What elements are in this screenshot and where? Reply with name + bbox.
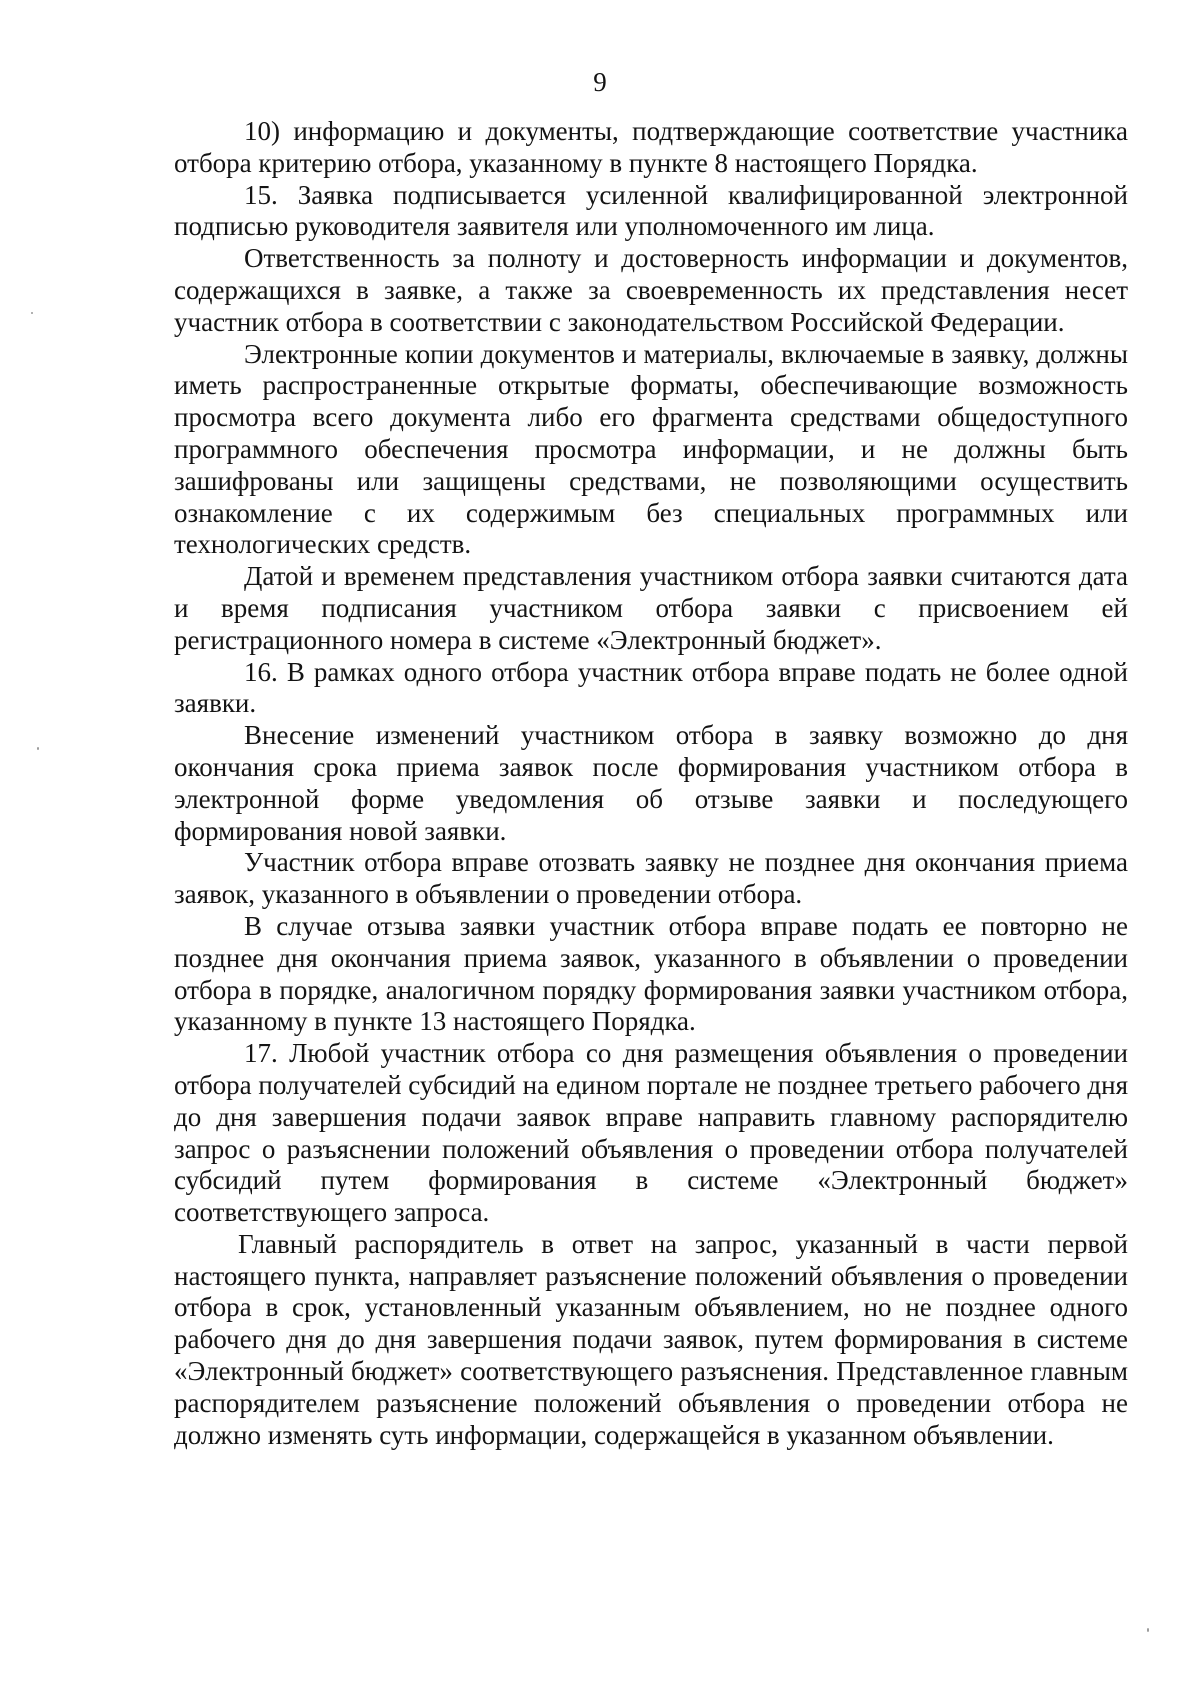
paragraph-section-16: 16. В рамках одного отбора участник отбора вправе подать не более одной заявки. — [174, 656, 1128, 719]
paragraph-resubmission: В случае отзыва заявки участник отбора вправе подать ее повторно не позднее дня окончания приема заявок, указанного в объявлении о проведении отбора в порядке, аналогичном порядку формирования заявки участником отбора, указанному в пункте 13 настоящего Порядка. — [174, 910, 1128, 1037]
paragraph-withdrawal: Участник отбора вправе отозвать заявку не позднее дня окончания приема заявок, указанного в объявлении о проведении отбора. — [174, 847, 1128, 910]
paragraph-section-17: 17. Любой участник отбора со дня размещения объявления о проведении отбора получателей субсидий на едином портале не позднее третьего рабочего дня до дня завершения подачи заявок вправе направить главному распорядителю запрос о разъяснении положений объявления о проведении отбора получателей субсидий путем формирования в системе «Электронный бюджет» соответствующего запроса. — [174, 1038, 1128, 1228]
paragraph-item-10: 10) информацию и документы, подтверждающие соответствие участника отбора критерию отбора, указанному в пункте 8 настоящего Порядка. — [174, 116, 1128, 178]
paragraph-section-15: 15. Заявка подписывается усиленной квалифицированной электронной подписью руководителя заявителя или уполномоченного им лица. — [174, 179, 1128, 242]
paragraph-clarification: Главный распорядитель в ответ на запрос, указанный в части первой настоящего пункта, направляет разъяснение положений объявления о проведении отбора в срок, установленный указанным объявлением, но не позднее одного рабочего дня до дня завершения подачи заявок, путем формирования в системе «Электронный бюджет» соответствующего разъяснения. Представленное главным распорядителем разъяснение положений объявления о проведении отбора не должно изменять суть информации, содержащейся в указанном объявлении. — [174, 1228, 1128, 1450]
page-number: 9 — [593, 67, 607, 97]
paragraph-amendments: Внесение изменений участником отбора в заявку возможно до дня окончания срока приема заявок после формирования участником отбора в электронной форме уведомления об отзыве заявки и последующего формирования новой заявки. — [174, 720, 1128, 846]
paragraph-submission-date: Датой и временем представления участником отбора заявки считаются дата и время подписания участником отбора заявки с присвоением ей регистрационного номера в системе «Электронный бюджет». — [174, 561, 1128, 655]
document-body — [174, 116, 1128, 1451]
paragraph-electronic-copies: Электронные копии документов и материалы, включаемые в заявку, должны иметь распространенные открытые форматы, обеспечивающие возможность просмотра всего документа либо его фрагмента средствами общедоступного программного обеспечения просмотра информации, и не должны быть зашифрованы или защищены средствами, не позволяющими осуществить ознакомление с их содержимым без специальных программных или технологических средств. — [174, 338, 1128, 560]
scan-speck — [31, 312, 33, 314]
scan-speck — [1147, 1628, 1149, 1632]
paragraph-responsibility: Ответственность за полноту и достоверность информации и документов, содержащихся в заявке, а также за своевременность их представления несет участник отбора в соответствии с законодательством Российской Федерации. — [174, 243, 1128, 337]
scan-speck — [37, 747, 39, 750]
